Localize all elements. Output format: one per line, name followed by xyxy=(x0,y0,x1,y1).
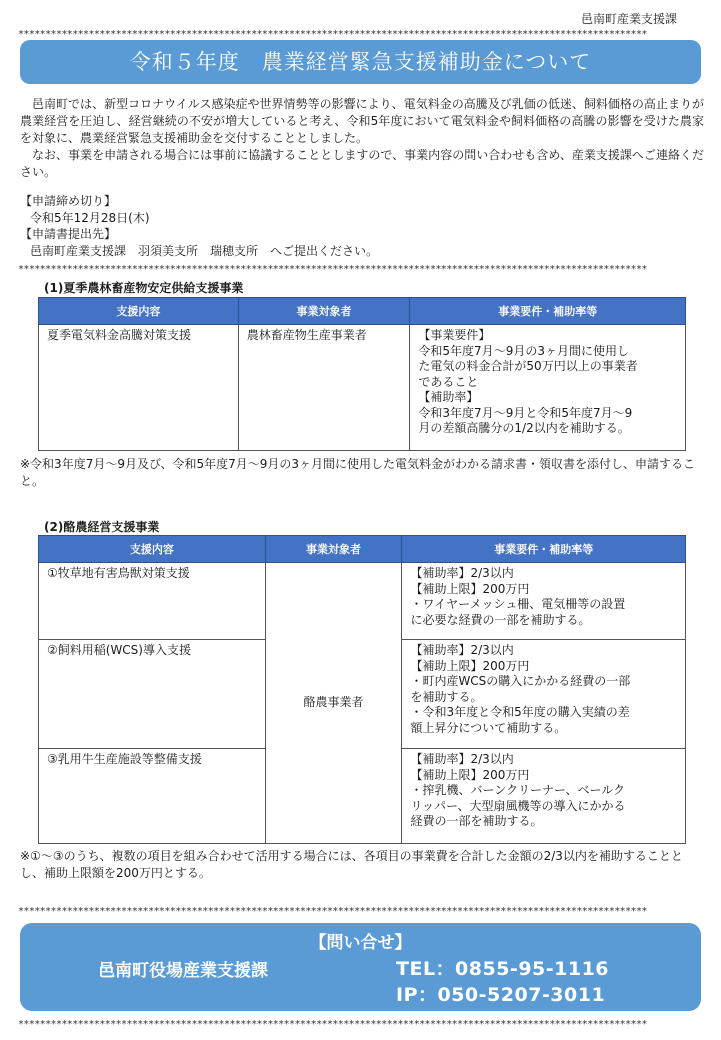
support-content-cell: 夏季電気料金高騰対策支援 xyxy=(39,325,239,451)
req-line: 【補助上限】200万円 xyxy=(410,581,530,596)
contact-box xyxy=(20,923,701,1011)
table-row xyxy=(39,563,686,640)
star-divider: ******************************************************************************************************************** xyxy=(18,1020,647,1029)
requirements-cell xyxy=(402,640,686,749)
req-line: であること xyxy=(418,374,479,389)
section1-table xyxy=(38,297,686,451)
req-line: 月の差額高騰分の1/2以内を補助する。 xyxy=(418,421,630,435)
column-header: 支援内容 xyxy=(39,536,266,563)
req-line: 令和5年度7月～9月の3ヶ月間に使用し xyxy=(418,343,629,358)
section1-title: (1)夏季農林畜産物安定供給支援事業 xyxy=(44,281,244,295)
req-line: 経費の一部を補助する。 xyxy=(410,814,543,828)
req-line: ・令和3年度と令和5年度の購入実績の差 xyxy=(410,705,630,719)
section2-table xyxy=(38,535,686,844)
column-header: 事業対象者 xyxy=(238,298,410,325)
deadline-value: 令和5年12月28日(木) xyxy=(30,210,150,225)
intro-text xyxy=(20,96,704,181)
section1-note: ※令和3年度7月～9月及び、令和5年度7月～9月の3ヶ月間に使用した電気料金がわかる請求書・領収書を添付し、申請すること。 xyxy=(20,457,696,488)
req-line: 【補助上限】200万円 xyxy=(410,767,530,782)
star-divider: ******************************************************************************************************************** xyxy=(18,30,647,39)
intro-paragraph-1: 邑南町では、新型コロナウイルス感染症や世界情勢等の影響により、電気料金の高騰及び乳価の低迷、飼料価格の高止まりが農業経営を圧迫し、経営継続の不安が増大していると考え、令和5年度において電気料金や飼料価格の高騰の影響を受けた農家を対象に、農業経営緊急支援補助金を交付することとしました。 xyxy=(20,97,704,145)
application-info xyxy=(20,193,704,259)
table-row xyxy=(39,325,686,451)
req-line: 【補助上限】200万円 xyxy=(410,658,530,673)
support-content-cell: ③乳用牛生産施設等整備支援 xyxy=(39,749,266,844)
column-header: 事業対象者 xyxy=(265,536,402,563)
star-divider: ******************************************************************************************************************** xyxy=(18,265,647,274)
section2-title: (2)酪農経営支援事業 xyxy=(44,520,160,534)
req-line: 額上昇分について補助する。 xyxy=(410,720,567,735)
submit-value: 邑南町産業支援課 羽須美支所 瑞穂支所 へご提出ください。 xyxy=(30,243,379,258)
req-line: 【補助率】 xyxy=(418,390,479,404)
contact-ip: IP：050-5207-3011 xyxy=(396,984,606,1006)
star-divider: ******************************************************************************************************************** xyxy=(18,907,647,916)
support-content-cell: ①牧草地有害鳥獣対策支援 xyxy=(39,563,266,640)
contact-tel: TEL：0855-95-1116 xyxy=(396,958,610,980)
department-header: 邑南町産業支援課 xyxy=(580,12,677,26)
req-line: リッパー、大型扇風機等の導入にかかる xyxy=(410,798,626,813)
table-header-row xyxy=(39,298,686,325)
req-line: ・ワイヤーメッシュ柵、電気柵等の設置 xyxy=(410,597,626,611)
req-line: 令和3年度7月～9月と令和5年度7月～9 xyxy=(418,405,633,420)
req-line: た電気の料金合計が50万円以上の事業者 xyxy=(418,359,638,373)
requirements-cell xyxy=(410,325,686,451)
req-line: 【事業要件】 xyxy=(418,328,491,342)
column-header: 事業要件・補助率等 xyxy=(402,536,686,563)
column-header: 事業要件・補助率等 xyxy=(410,298,686,325)
requirements-cell xyxy=(402,563,686,640)
submit-label: 【申請書提出先】 xyxy=(20,227,117,241)
page-title: 令和５年度 農業経営緊急支援補助金について xyxy=(20,40,701,84)
req-line: 【補助率】2/3以内 xyxy=(410,752,514,766)
deadline-label: 【申請締め切り】 xyxy=(20,194,117,208)
requirements-cell xyxy=(402,749,686,844)
req-line: 【補助率】2/3以内 xyxy=(410,643,514,657)
target-cell: 酪農事業者 xyxy=(265,563,402,844)
column-header: 支援内容 xyxy=(39,298,239,325)
req-line: ・町内産WCSの購入にかかる経費の一部 xyxy=(410,674,631,688)
req-line: 【補助率】2/3以内 xyxy=(410,566,514,580)
target-cell: 農林畜産物生産事業者 xyxy=(238,325,410,451)
intro-paragraph-2: なお、事業を申請される場合には事前に協議することとしますので、事業内容の問い合わせも含め、産業支援課へご連絡ください。 xyxy=(20,148,704,179)
section2-note: ※①～③のうち、複数の項目を組み合わせて活用する場合には、各項目の事業費を合計した金額の2/3以内を補助することとし、補助上限額を200万円とする。 xyxy=(20,849,683,880)
req-line: ・搾乳機、バーンクリーナー、ベールク xyxy=(410,783,625,797)
contact-heading: 【問い合せ】 xyxy=(309,933,412,953)
support-content-cell: ②飼料用稲(WCS)導入支援 xyxy=(39,640,266,749)
contact-department: 邑南町役場産業支援課 xyxy=(98,961,268,981)
req-line: に必要な経費の一部を補助する。 xyxy=(410,612,591,627)
req-line: を補助する。 xyxy=(410,689,483,704)
table-header-row xyxy=(39,536,686,563)
